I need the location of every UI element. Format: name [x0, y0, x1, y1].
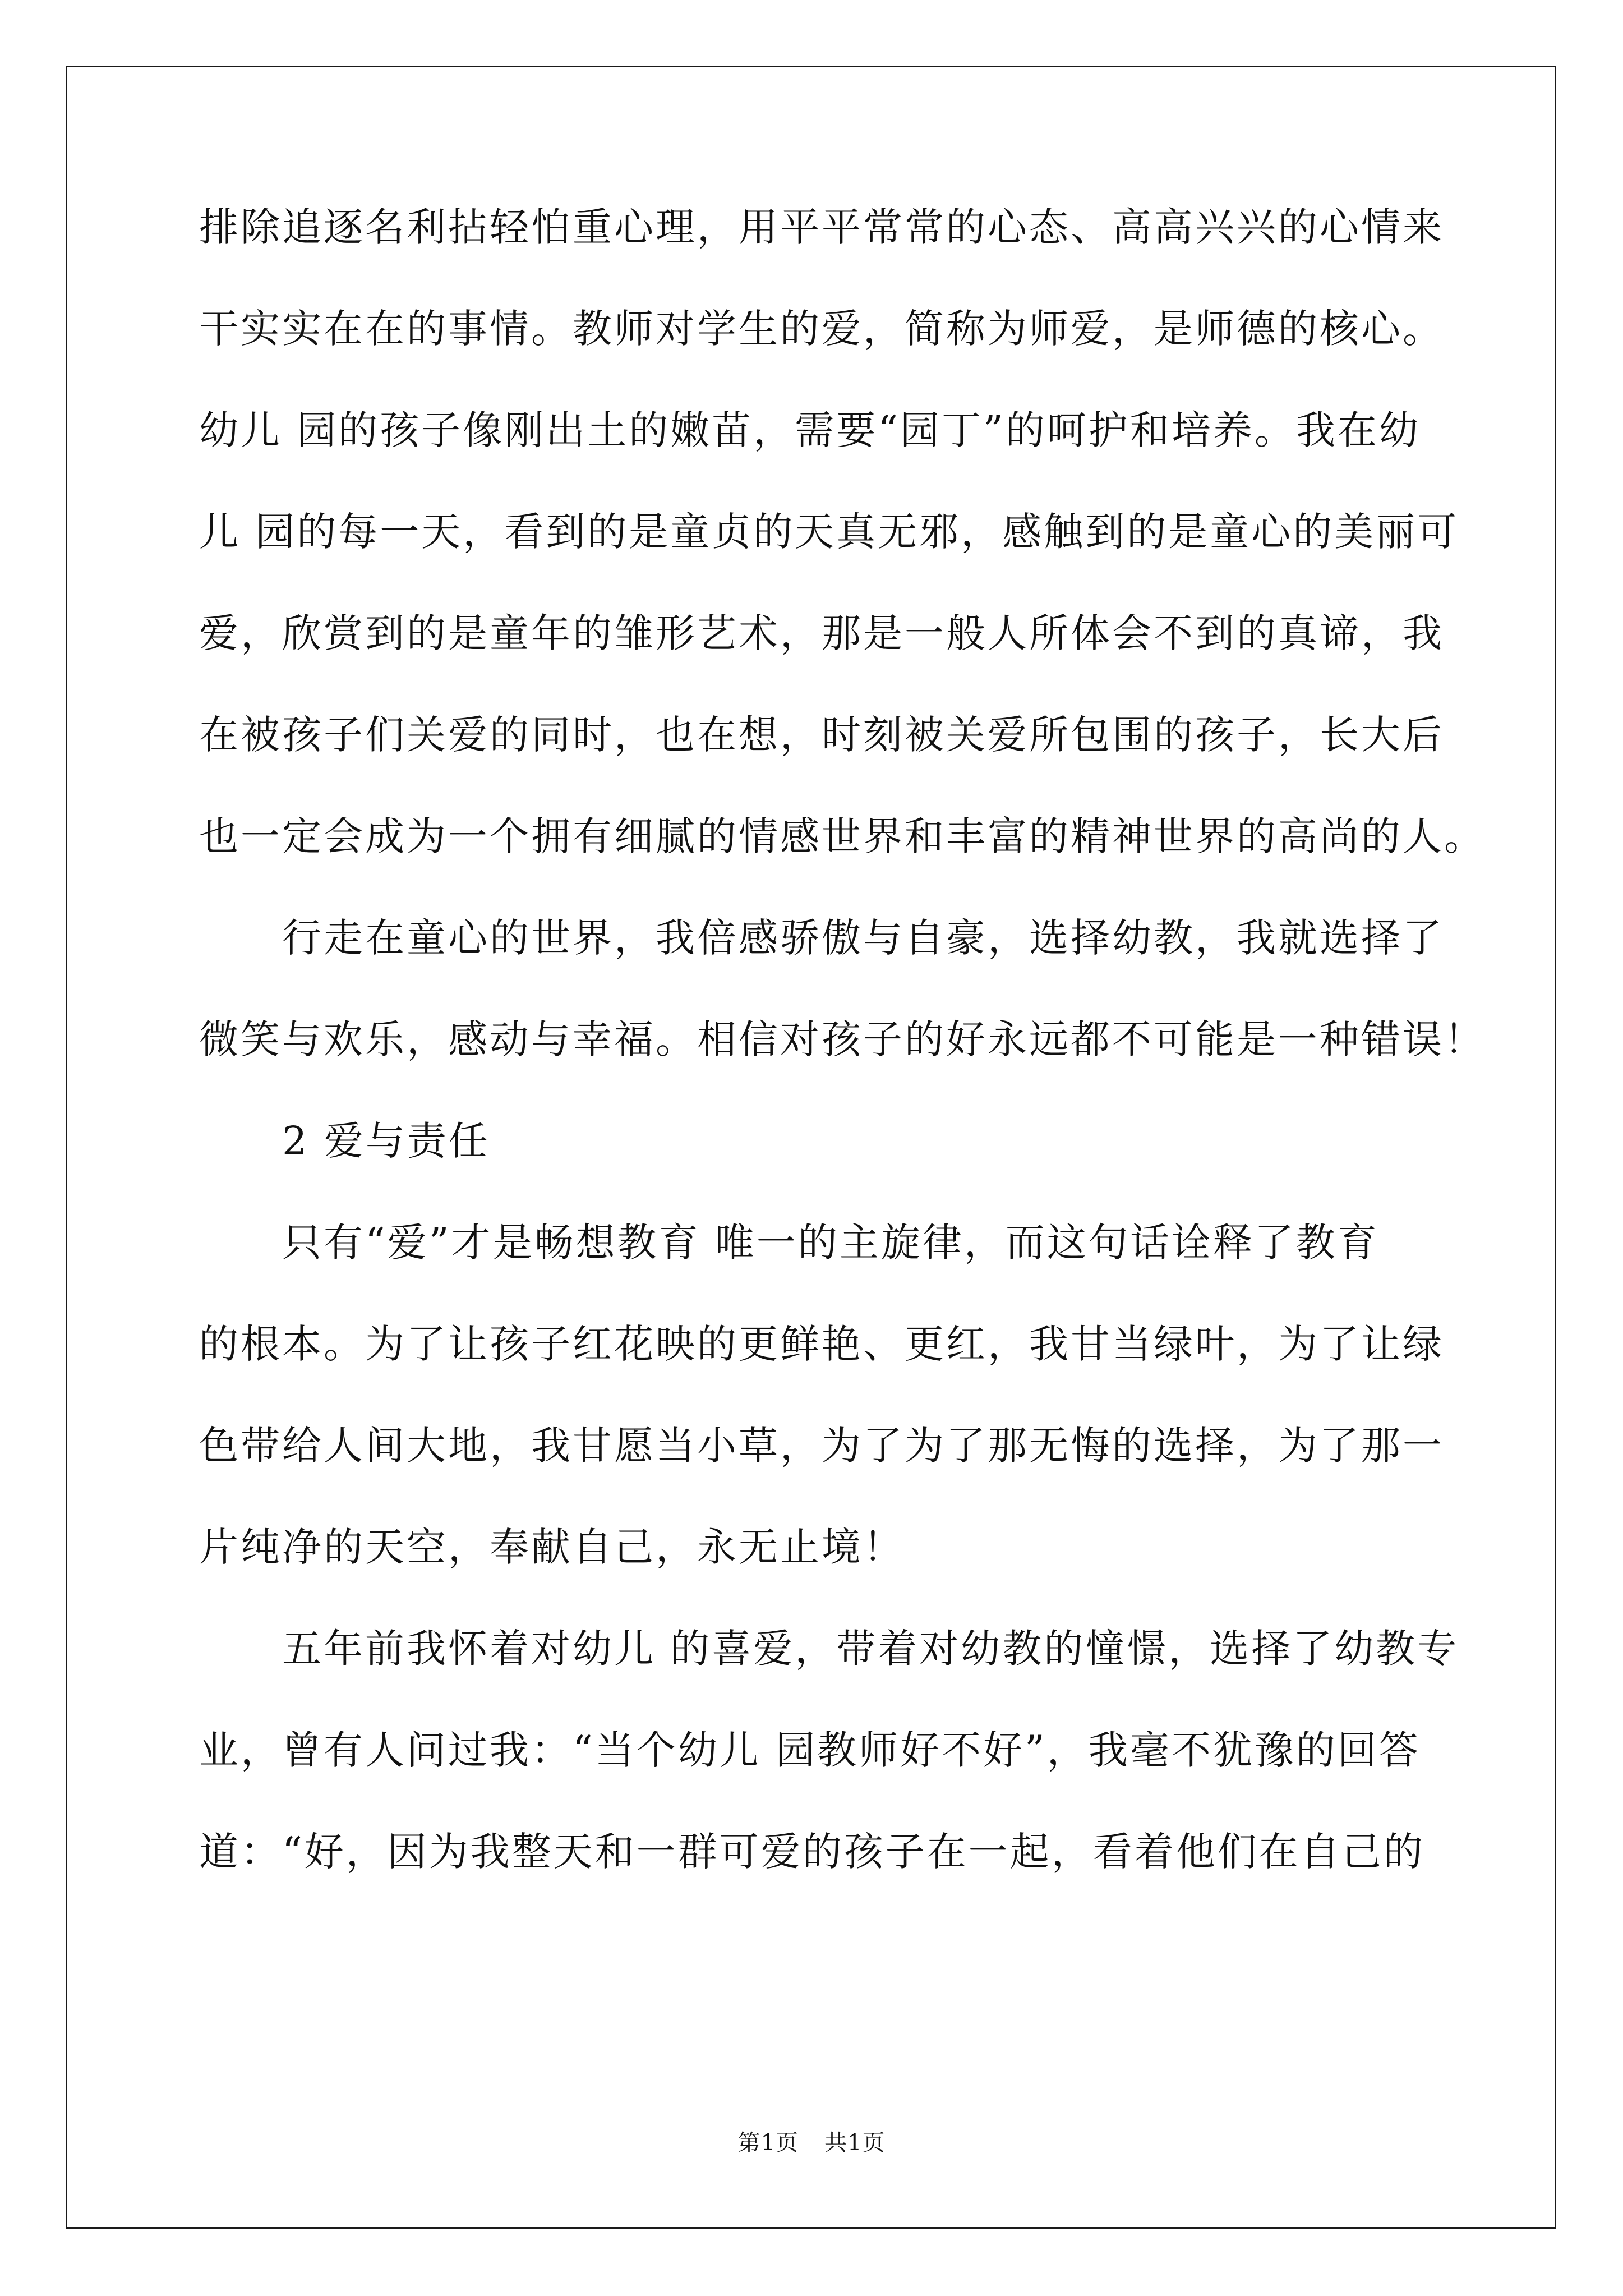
text-line: 干实实在在的事情。教师对学生的爱，简称为师爱，是师德的核心。 — [199, 306, 1444, 352]
text-line: 片纯净的天空，奉献自己，永无止境！ — [199, 1524, 905, 1570]
text-line: 也一定会成为一个拥有细腻的情感世界和丰富的精神世界的高尚的人。 — [199, 813, 1486, 859]
text-line: 行走在童心的世界，我倍感骄傲与自豪，选择幼教，我就选择了 — [282, 915, 1444, 961]
page-footer — [0, 2125, 1623, 2157]
text-line: 在被孩子们关爱的同时，也在想，时刻被关爱所包围的孩子，长大后 — [199, 712, 1444, 758]
text-line: 微笑与欢乐，感动与幸福。相信对孩子的好永远都不可能是一种错误！ — [199, 1016, 1486, 1062]
text-line: 排除追逐名利拈轻怕重心理，用平平常常的心态、高高兴兴的心情来 — [199, 204, 1444, 250]
text-line: 幼儿 园的孩子像刚出土的嫩苗，需要“园丁”的呵护和培养。我在幼 — [199, 407, 1421, 453]
page-total: 共1页 — [824, 2130, 886, 2156]
text-line: 爱，欣赏到的是童年的雏形艺术，那是一般人所体会不到的真谛，我 — [199, 610, 1444, 656]
text-line: 业，曾有人问过我：“当个幼儿 园教师好不好”，我毫不犹豫的回答 — [199, 1727, 1421, 1773]
section-heading: 2 爱与责任 — [282, 1118, 490, 1164]
text-line: 的根本。为了让孩子红花映的更鲜艳、更红，我甘当绿叶，为了让绿 — [199, 1321, 1444, 1367]
text-line: 五年前我怀着对幼儿 的喜爱，带着对幼教的憧憬，选择了幼教专 — [282, 1626, 1459, 1672]
text-line: 道：“好，因为我整天和一群可爱的孩子在一起，看着他们在自己的 — [199, 1829, 1425, 1875]
page-number: 第1页 — [737, 2130, 799, 2156]
text-line: 只有“爱”才是畅想教育 唯一的主旋律，而这句话诠释了教育 — [282, 1220, 1379, 1266]
text-line: 儿 园的每一天，看到的是童贞的天真无邪，感触到的是童心的美丽可 — [199, 509, 1459, 555]
text-line: 色带给人间大地，我甘愿当小草，为了为了那无悔的选择，为了那一 — [199, 1423, 1444, 1469]
document-body — [199, 204, 1486, 1934]
